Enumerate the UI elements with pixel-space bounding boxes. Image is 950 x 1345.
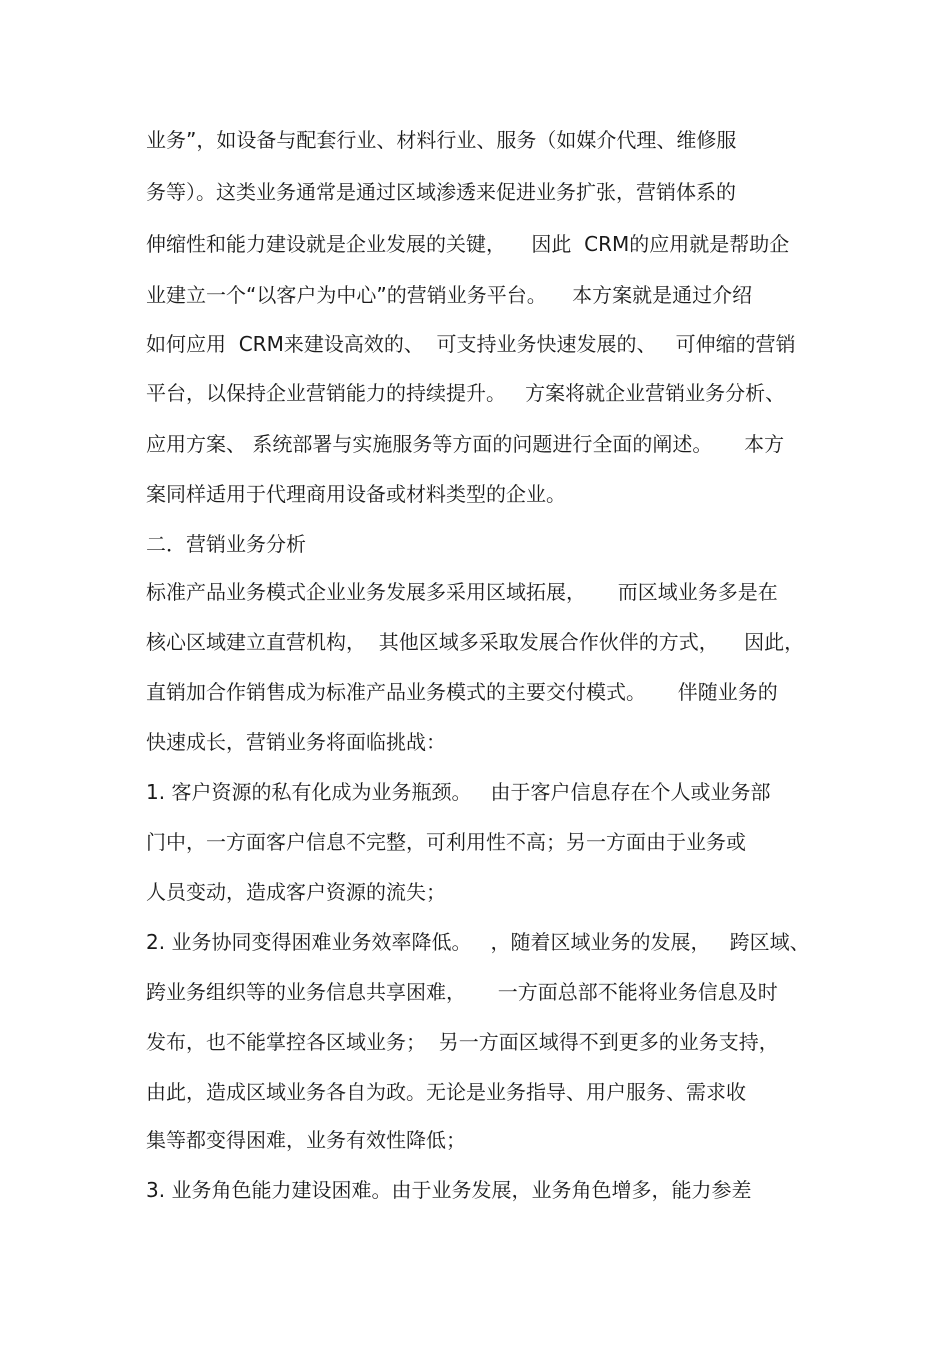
text-line: 快速成长，营销业务将面临挑战：: [146, 730, 446, 754]
text-line: 如何应用 CRM来建设高效的、 可支持业务快速发展的、 可伸缩的营销: [146, 332, 796, 356]
text-line: 集等都变得困难，业务有效性降低；: [146, 1128, 466, 1152]
text-line: 跨业务组织等的业务信息共享困难， 一方面总部不能将业务信息及时: [146, 980, 778, 1004]
text-line: 案同样适用于代理商用设备或材料类型的企业。: [146, 482, 566, 506]
text-line: 平台，以保持企业营销能力的持续提升。 方案将就企业营销业务分析、: [146, 381, 786, 405]
text-line: 人员变动，造成客户资源的流失；: [146, 880, 446, 904]
text-line: 务等）。这类业务通常是通过区域渗透来促进业务扩张，营销体系的: [146, 180, 736, 204]
section-heading: 二．营销业务分析: [146, 532, 306, 556]
text-line: 发布，也不能掌控各区域业务； 另一方面区域得不到更多的业务支持，: [146, 1030, 779, 1054]
text-line: 门中，一方面客户信息不完整，可利用性不高；另一方面由于业务或: [146, 830, 746, 854]
text-line: 伸缩性和能力建设就是企业发展的关键， 因此 CRM的应用就是帮助企: [146, 232, 790, 256]
text-line: 业务”，如设备与配套行业、材料行业、服务（如媒介代理、维修服: [146, 128, 737, 152]
list-item: 2. 业务协同变得困难业务效率降低。 ，随着区域业务的发展， 跨区域、: [146, 930, 810, 954]
list-item: 1. 客户资源的私有化成为业务瓶颈。 由于客户信息存在个人或业务部: [146, 780, 771, 804]
text-line: 标准产品业务模式企业业务发展多采用区域拓展， 而区域业务多是在: [146, 580, 778, 604]
text-line: 应用方案、 系统部署与实施服务等方面的问题进行全面的阐述。 本方: [146, 432, 785, 456]
list-item: 3. 业务角色能力建设困难。由于业务发展，业务角色增多，能力参差: [146, 1178, 752, 1202]
text-line: 由此，造成区域业务各自为政。无论是业务指导、用户服务、需求收: [146, 1080, 746, 1104]
text-line: 核心区域建立直营机构， 其他区域多采取发展合作伙伴的方式， 因此，: [146, 630, 805, 654]
text-line: 业建立一个“以客户为中心”的营销业务平台。 本方案就是通过介绍: [146, 283, 753, 307]
text-line: 直销加合作销售成为标准产品业务模式的主要交付模式。 伴随业务的: [146, 680, 778, 704]
